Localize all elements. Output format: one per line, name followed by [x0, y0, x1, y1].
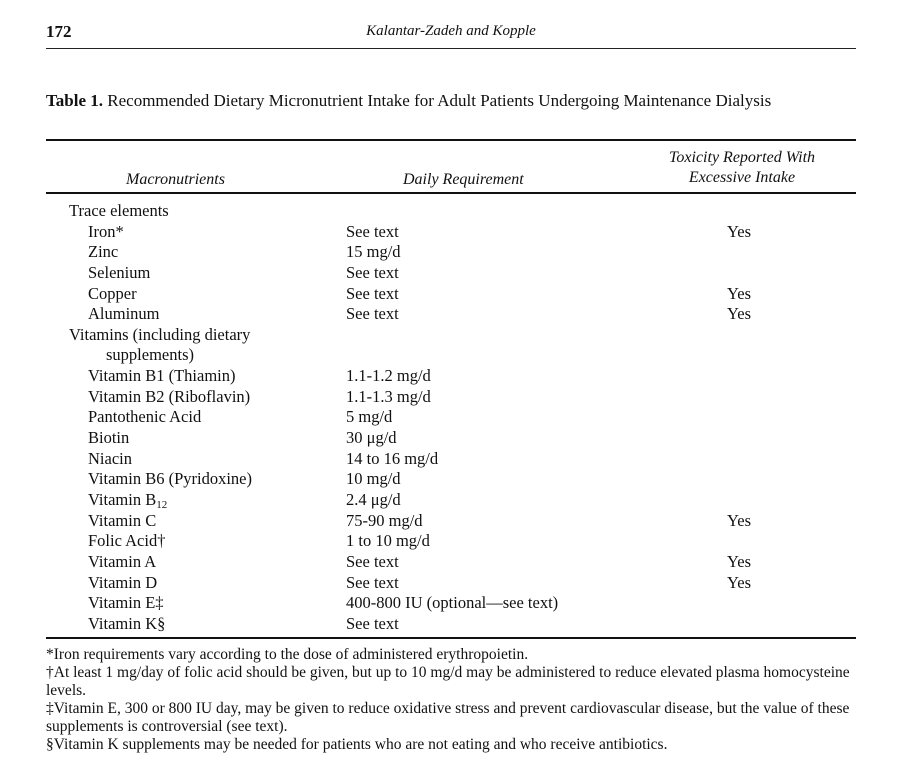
nutrient-name-text: Vitamin A — [88, 551, 157, 571]
nutrient-name-text: supplements) — [106, 345, 194, 365]
nutrient-name — [69, 325, 250, 346]
daily-requirement: See text — [346, 283, 399, 303]
nutrient-name-text: Vitamin B2 (Riboflavin) — [88, 386, 251, 406]
table-group-row — [0, 201, 898, 222]
column-header-requirement: Daily Requirement — [403, 171, 524, 188]
nutrient-name — [88, 449, 132, 470]
nutrient-name — [88, 387, 250, 408]
table-row — [0, 531, 898, 552]
footnote: †At least 1 mg/day of folic acid should be given, but up to 10 mg/d may be administered to reduce elevated plasma homocysteine levels. — [46, 664, 850, 699]
daily-requirement: 75-90 mg/d — [346, 510, 423, 530]
daily-requirement: See text — [346, 221, 399, 241]
footnote: §Vitamin K supplements may be needed for patients who are not eating and who receive antibiotics. — [46, 736, 668, 753]
table-footnotes — [46, 646, 861, 754]
nutrient-name — [88, 573, 157, 594]
nutrient-name — [88, 490, 167, 511]
table-row — [0, 407, 898, 428]
nutrient-name-text: Vitamin B — [88, 489, 157, 509]
nutrient-name-text: Selenium — [88, 262, 151, 282]
nutrient-name-text: Vitamin B6 (Pyridoxine) — [88, 469, 252, 489]
table-header-rule — [46, 192, 856, 194]
table-row — [0, 593, 898, 614]
nutrient-name — [106, 345, 194, 366]
column-header-nutrient: Macronutrients — [126, 171, 225, 188]
nutrient-name-text: Aluminum — [88, 304, 160, 324]
nutrient-name-text: Pantothenic Acid — [88, 407, 202, 427]
daily-requirement: 10 mg/d — [346, 469, 401, 489]
nutrient-name — [88, 222, 124, 243]
table-row — [0, 552, 898, 573]
daily-requirement: 14 to 16 mg/d — [346, 448, 439, 468]
table-top-rule — [46, 139, 856, 141]
toxicity-flag: Yes — [727, 283, 752, 303]
toxicity-flag: Yes — [727, 221, 752, 241]
table-bottom-rule — [46, 637, 856, 639]
toxicity-flag: Yes — [727, 510, 752, 530]
nutrient-name — [88, 593, 164, 614]
nutrient-name — [88, 304, 160, 325]
nutrient-name — [88, 552, 156, 573]
daily-requirement: 15 mg/d — [346, 242, 401, 262]
daily-requirement: 400-800 IU (optional—see text) — [346, 593, 559, 613]
table-body — [0, 201, 898, 634]
daily-requirement: 1.1-1.2 mg/d — [346, 366, 431, 386]
table-row — [0, 490, 898, 511]
nutrient-name-text: Zinc — [88, 242, 119, 262]
nutrient-name-text: Trace elements — [69, 201, 169, 220]
nutrient-name-text: Vitamin K§ — [88, 613, 166, 633]
nutrient-name-text: Vitamins (including dietary — [69, 324, 251, 344]
table-group-row — [0, 345, 898, 366]
toxicity-flag: Yes — [727, 551, 752, 571]
table-row — [0, 304, 898, 325]
daily-requirement: See text — [346, 572, 399, 592]
nutrient-name-text: Vitamin E‡ — [88, 593, 164, 613]
daily-requirement: 2.4 μg/d — [346, 489, 401, 509]
table-row — [0, 469, 898, 490]
table-group-row — [0, 325, 898, 346]
nutrient-name — [88, 469, 252, 490]
table-row — [0, 242, 898, 263]
table-row — [0, 284, 898, 305]
nutrient-name — [88, 428, 129, 449]
table-row — [0, 222, 898, 243]
nutrient-name-text: Vitamin B1 (Thiamin) — [88, 366, 236, 386]
nutrient-name-text: Biotin — [88, 428, 130, 448]
column-header-toxicity — [632, 148, 852, 188]
table-row — [0, 387, 898, 408]
toxicity-flag: Yes — [727, 572, 752, 592]
nutrient-name — [88, 511, 156, 532]
column-header-toxicity-line2: Excessive Intake — [688, 169, 796, 186]
daily-requirement: See text — [346, 613, 399, 633]
table-row — [0, 449, 898, 470]
footnote: *Iron requirements vary according to the dose of administered erythropoietin. — [46, 646, 529, 663]
nutrient-name-text: Vitamin D — [88, 572, 158, 592]
daily-requirement: 5 mg/d — [346, 407, 393, 427]
nutrient-name — [88, 242, 118, 263]
nutrient-name-text: Niacin — [88, 448, 132, 468]
table-row — [0, 614, 898, 635]
nutrient-name-text: Folic Acid† — [88, 531, 166, 551]
daily-requirement: See text — [346, 304, 399, 324]
table-row — [0, 428, 898, 449]
table-row — [0, 366, 898, 387]
nutrient-name — [88, 407, 201, 428]
footnote: ‡Vitamin E, 300 or 800 IU day, may be given to reduce oxidative stress and prevent cardiovascular disease, but the value of these supplements is controversial (see text). — [46, 700, 850, 735]
running-head: Kalantar-Zadeh and Kopple — [366, 23, 536, 39]
page-number: 172 — [46, 22, 72, 41]
table-row — [0, 263, 898, 284]
table-caption — [46, 91, 858, 110]
nutrient-name-text: Copper — [88, 283, 137, 303]
nutrient-name-text: Iron* — [88, 221, 124, 241]
table-row — [0, 511, 898, 532]
nutrient-name — [88, 531, 165, 552]
daily-requirement: 30 μg/d — [346, 428, 397, 448]
nutrient-name — [88, 263, 150, 284]
toxicity-flag: Yes — [727, 304, 752, 324]
daily-requirement: 1.1-1.3 mg/d — [346, 386, 431, 406]
daily-requirement: See text — [346, 262, 399, 282]
nutrient-name-text: Vitamin C — [88, 510, 157, 530]
nutrient-name — [69, 201, 169, 222]
nutrient-name-subscript: 12 — [156, 498, 168, 511]
daily-requirement: See text — [346, 551, 399, 571]
nutrient-name — [88, 284, 137, 305]
column-header-toxicity-line1: Toxicity Reported With — [668, 149, 816, 166]
table-title: Recommended Dietary Micronutrient Intake for Adult Patients Undergoing Maintenance Dialysis — [107, 91, 772, 110]
table-row — [0, 573, 898, 594]
table-label: Table 1. — [46, 91, 104, 110]
daily-requirement: 1 to 10 mg/d — [346, 531, 430, 551]
page-header — [46, 22, 856, 49]
nutrient-name — [88, 366, 236, 387]
nutrient-name — [88, 614, 165, 635]
